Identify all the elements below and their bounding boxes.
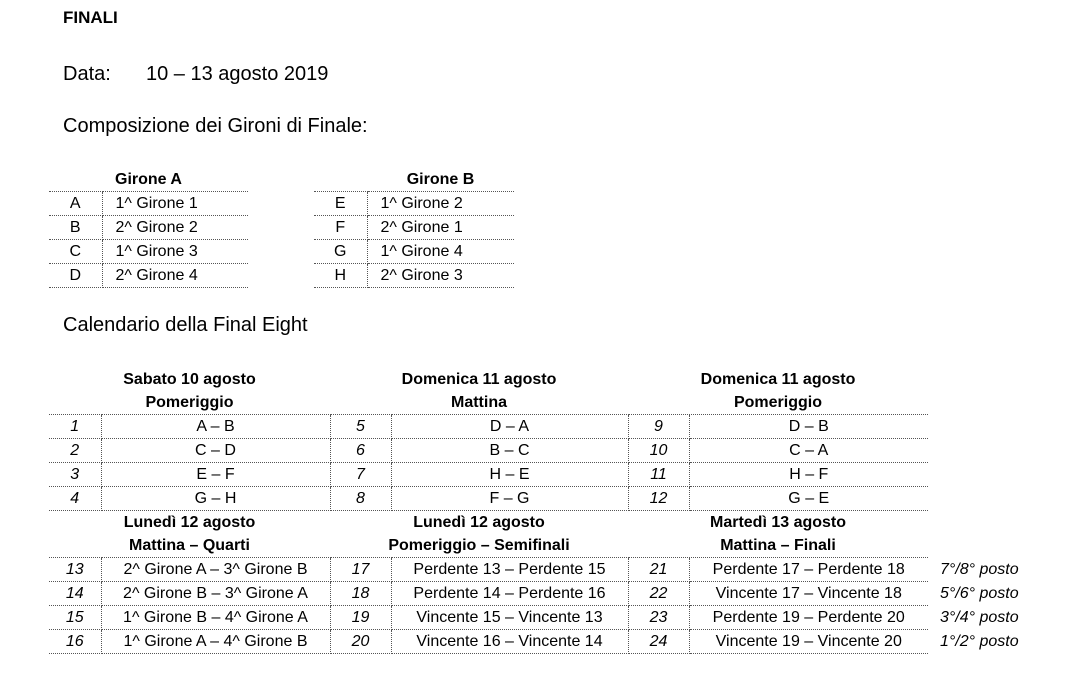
girone-key: A <box>49 192 102 216</box>
table-row <box>49 240 248 264</box>
girone-key: B <box>49 216 102 240</box>
match-pairing: E – F <box>101 463 330 487</box>
day-header: Domenica 11 agosto <box>700 370 856 388</box>
match-number: 14 <box>49 582 101 606</box>
table-row <box>49 264 248 288</box>
match-pairing: Perdente 17 – Perdente 18 <box>689 558 928 582</box>
match-number: 7 <box>330 463 391 487</box>
girone-key: E <box>314 192 367 216</box>
match-pairing: Vincente 15 – Vincente 13 <box>391 606 628 630</box>
girone-team: 2^ Girone 1 <box>367 216 514 240</box>
match-number: 20 <box>330 630 391 654</box>
table-row <box>49 216 248 240</box>
match-number: 13 <box>49 558 101 582</box>
composition-heading: Composizione dei Gironi di Finale: <box>63 115 368 137</box>
session-header: Mattina – Finali <box>628 534 928 558</box>
match-number: 24 <box>628 630 689 654</box>
session-header: Pomeriggio <box>628 391 928 415</box>
match-number: 1 <box>49 415 101 439</box>
match-pairing: D – A <box>391 415 628 439</box>
match-pairing: Vincente 16 – Vincente 14 <box>391 630 628 654</box>
match-number: 18 <box>330 582 391 606</box>
girone-b-header: Girone B <box>367 169 514 192</box>
girone-a-table <box>49 169 248 288</box>
table-row <box>49 558 1041 582</box>
girone-team: 2^ Girone 2 <box>102 216 248 240</box>
girone-key: G <box>314 240 367 264</box>
match-pairing: Vincente 19 – Vincente 20 <box>689 630 928 654</box>
match-pairing: C – D <box>101 439 330 463</box>
match-number: 11 <box>628 463 689 487</box>
table-row <box>314 216 514 240</box>
girone-team: 1^ Girone 1 <box>102 192 248 216</box>
match-pairing: 1^ Girone B – 4^ Girone A <box>101 606 330 630</box>
match-pairing: 2^ Girone A – 3^ Girone B <box>101 558 330 582</box>
date-label: Data: <box>63 63 111 85</box>
match-pairing: A – B <box>101 415 330 439</box>
table-row <box>49 463 928 487</box>
placement-label: 3°/4° posto <box>940 608 1019 626</box>
match-pairing: Perdente 14 – Perdente 16 <box>391 582 628 606</box>
session-header: Mattina – Quarti <box>49 534 330 558</box>
match-pairing: H – E <box>391 463 628 487</box>
match-number: 8 <box>330 487 391 511</box>
girone-team: 2^ Girone 4 <box>102 264 248 288</box>
match-pairing: B – C <box>391 439 628 463</box>
calendar-week2-table <box>49 511 1041 654</box>
table-row <box>49 415 928 439</box>
match-pairing: G – E <box>689 487 928 511</box>
table-row <box>314 192 514 216</box>
match-number: 16 <box>49 630 101 654</box>
girone-team: 1^ Girone 4 <box>367 240 514 264</box>
day-header: Martedì 13 agosto <box>709 513 847 531</box>
table-row <box>314 264 514 288</box>
date-row <box>63 63 328 86</box>
calendar-week1-table <box>49 368 928 511</box>
match-number: 17 <box>330 558 391 582</box>
match-number: 22 <box>628 582 689 606</box>
match-pairing: Perdente 13 – Perdente 15 <box>391 558 628 582</box>
match-number: 4 <box>49 487 101 511</box>
table-row <box>49 606 1041 630</box>
document-title: FINALI <box>63 8 118 27</box>
match-pairing: 2^ Girone B – 3^ Girone A <box>101 582 330 606</box>
girone-key: H <box>314 264 367 288</box>
placement-label: 7°/8° posto <box>940 560 1019 578</box>
day-header: Lunedì 12 agosto <box>123 513 256 531</box>
match-pairing: D – B <box>689 415 928 439</box>
table-row <box>49 192 248 216</box>
match-number: 10 <box>628 439 689 463</box>
match-pairing: 1^ Girone A – 4^ Girone B <box>101 630 330 654</box>
girone-a-header: Girone A <box>102 169 248 192</box>
placement-label: 1°/2° posto <box>940 632 1019 650</box>
day-header: Domenica 11 agosto <box>401 370 557 388</box>
day-header: Lunedì 12 agosto <box>413 513 545 531</box>
girone-team: 1^ Girone 2 <box>367 192 514 216</box>
match-number: 6 <box>330 439 391 463</box>
match-number: 23 <box>628 606 689 630</box>
placement-label: 5°/6° posto <box>940 584 1019 602</box>
match-number: 21 <box>628 558 689 582</box>
match-number: 2 <box>49 439 101 463</box>
session-header: Mattina <box>330 391 628 415</box>
table-row <box>49 487 928 511</box>
table-row <box>49 630 1041 654</box>
match-number: 5 <box>330 415 391 439</box>
table-row <box>49 582 1041 606</box>
date-value: 10 – 13 agosto 2019 <box>146 63 329 85</box>
match-number: 3 <box>49 463 101 487</box>
girone-b-table <box>314 169 514 288</box>
girone-key: D <box>49 264 102 288</box>
session-header: Pomeriggio – Semifinali <box>330 534 628 558</box>
match-number: 15 <box>49 606 101 630</box>
match-number: 12 <box>628 487 689 511</box>
table-row <box>49 439 928 463</box>
match-pairing: G – H <box>101 487 330 511</box>
table-row <box>314 240 514 264</box>
match-pairing: F – G <box>391 487 628 511</box>
girone-key: C <box>49 240 102 264</box>
match-number: 9 <box>628 415 689 439</box>
match-pairing: Perdente 19 – Perdente 20 <box>689 606 928 630</box>
calendar-heading: Calendario della Final Eight <box>63 314 308 336</box>
girone-team: 1^ Girone 3 <box>102 240 248 264</box>
day-header: Sabato 10 agosto <box>123 370 256 388</box>
match-pairing: C – A <box>689 439 928 463</box>
girone-team: 2^ Girone 3 <box>367 264 514 288</box>
match-pairing: H – F <box>689 463 928 487</box>
match-pairing: Vincente 17 – Vincente 18 <box>689 582 928 606</box>
girone-key: F <box>314 216 367 240</box>
session-header: Pomeriggio <box>49 391 330 415</box>
match-number: 19 <box>330 606 391 630</box>
